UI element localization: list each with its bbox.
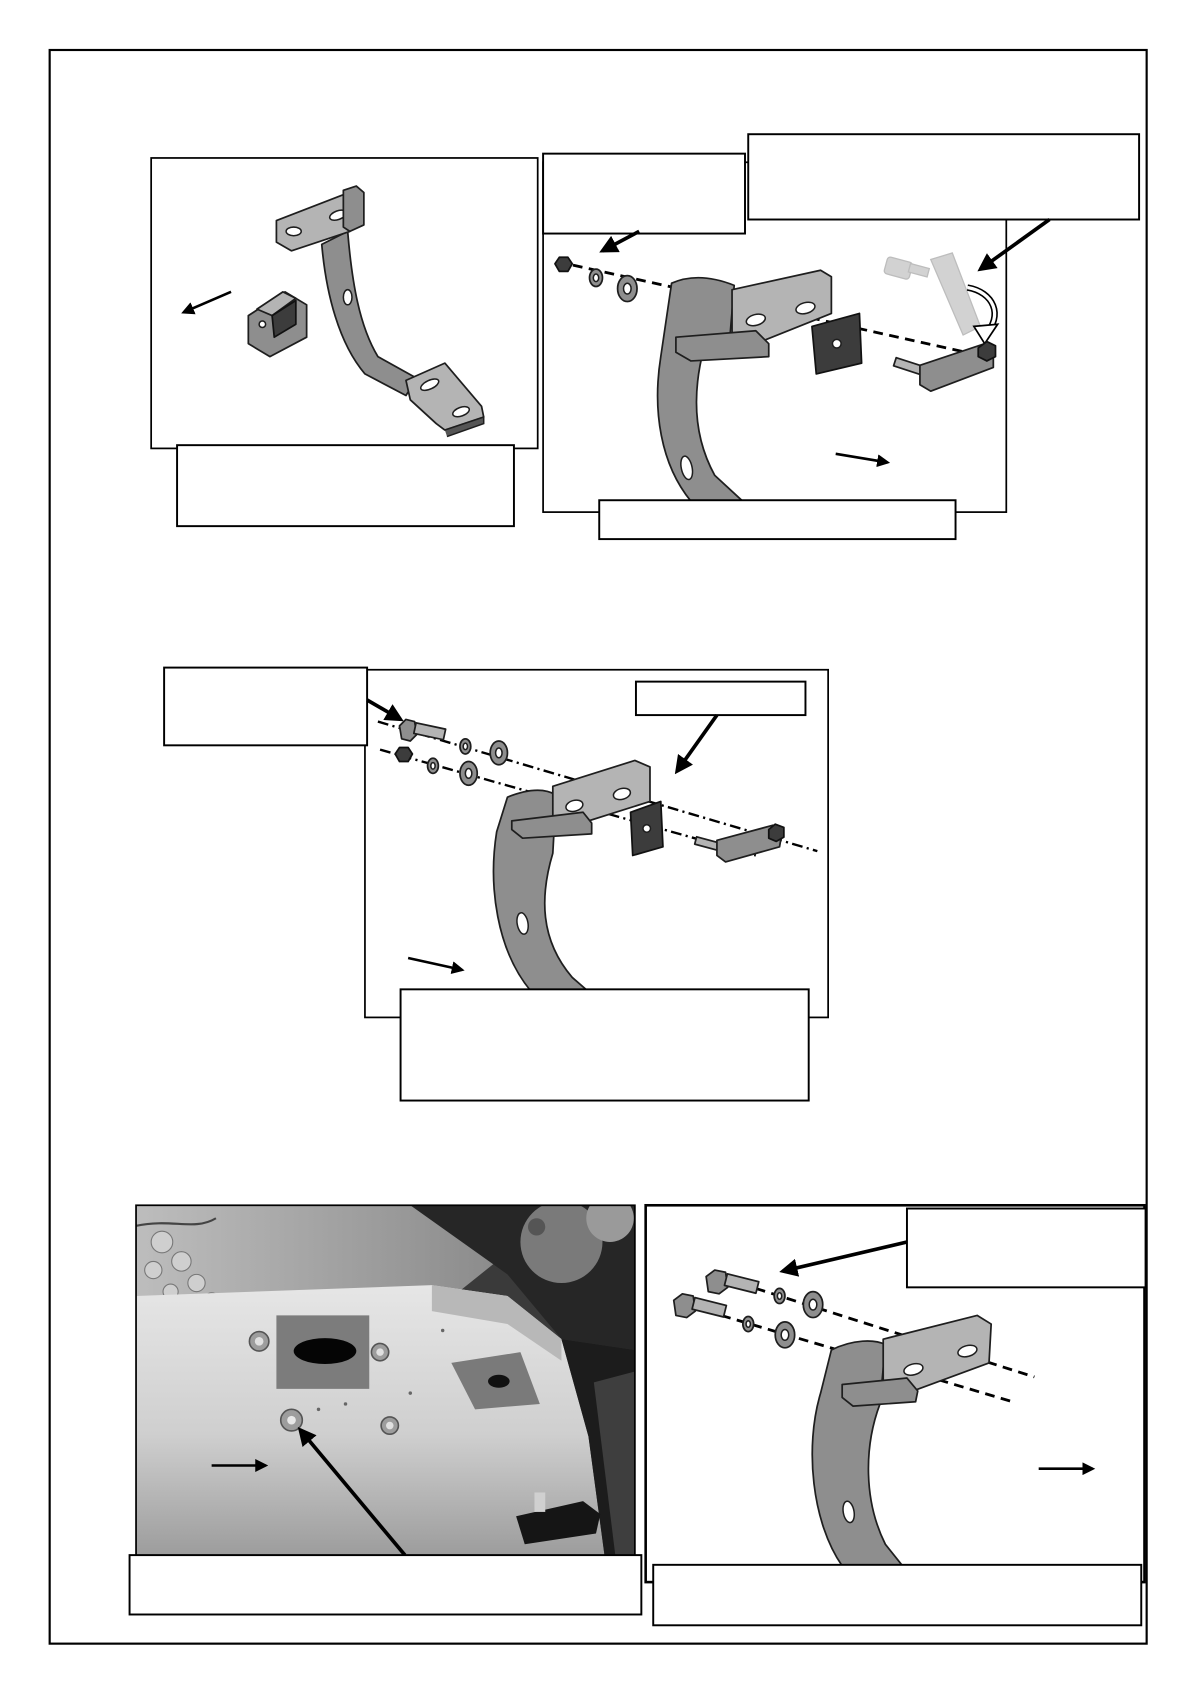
figure-4 bbox=[646, 1205, 1146, 1625]
figure-2 bbox=[543, 134, 1139, 539]
frame-rail-photo bbox=[130, 1194, 642, 1614]
frame-nut bbox=[371, 1343, 388, 1360]
photo-caption-box bbox=[130, 1555, 642, 1614]
spacer-plate-hole bbox=[832, 339, 841, 348]
flat-washer-hole bbox=[624, 283, 632, 294]
frame-nut bbox=[381, 1417, 398, 1434]
figure-4-caption-box bbox=[653, 1565, 1141, 1625]
figure-2-callout-left bbox=[543, 154, 745, 234]
figure-3 bbox=[164, 668, 828, 1101]
bracket-hole bbox=[343, 290, 352, 305]
figure-3-callout-left bbox=[164, 668, 367, 746]
figure-1-caption-box bbox=[177, 445, 514, 526]
lock-washer-hole bbox=[593, 274, 598, 282]
bracket-slot bbox=[286, 227, 301, 236]
nut bbox=[555, 257, 572, 271]
figure-4-callout bbox=[907, 1209, 1146, 1288]
frame-slot-hole bbox=[294, 1338, 357, 1364]
frame-nut bbox=[249, 1332, 268, 1351]
figure-2-caption-box bbox=[599, 500, 955, 539]
figure-3-callout-right bbox=[636, 682, 806, 715]
figure-2-callout-right bbox=[748, 134, 1139, 219]
figure-1 bbox=[151, 158, 538, 526]
figure-3-caption-box bbox=[401, 989, 809, 1100]
bracket-flange bbox=[343, 186, 364, 231]
frame-hole bbox=[488, 1375, 510, 1388]
nut bbox=[395, 747, 412, 761]
frame-nut bbox=[281, 1409, 303, 1431]
bracket-tab bbox=[676, 331, 769, 361]
